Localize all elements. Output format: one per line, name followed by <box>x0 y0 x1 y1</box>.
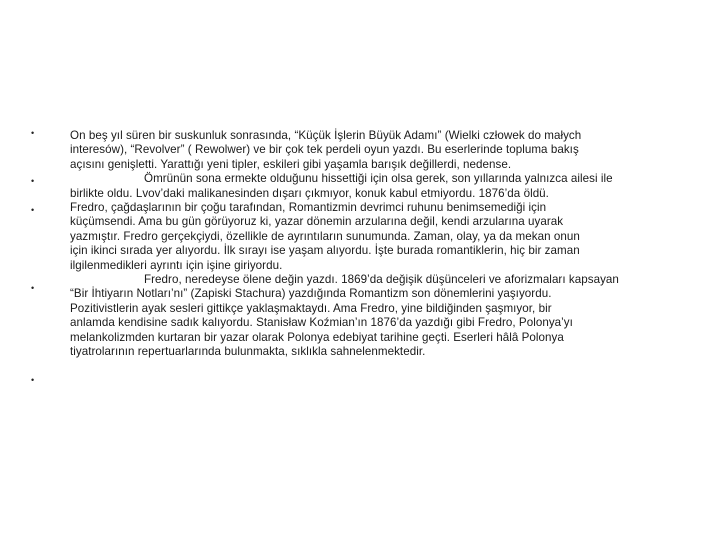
paragraph <box>70 129 670 172</box>
paragraph <box>70 201 670 273</box>
text-line: tiyatrolarının repertuarlarında bulunmakta, sıklıkla sahnelenmektedir. <box>70 345 426 359</box>
bullet-1 <box>31 129 37 135</box>
body-text <box>70 129 670 360</box>
bullet-3 <box>31 206 37 212</box>
text-line: açısını genişletti. Yarattığı yeni tipler, eskileri gibi yaşamla barışık değillerdi, nedense. <box>70 157 512 171</box>
paragraph <box>70 172 670 201</box>
text-line: ilgilenmedikleri ayrıntı için işine giriyordu. <box>70 258 283 272</box>
text-line: Fredro, neredeyse ölene değin yazdı. 1869’da değişik düşünceleri ve aforizmaları kapsayan <box>144 273 619 287</box>
text-line: anlamda kendisine sadık kalıyordu. Stanisław Koźmian’ın 1876’da yazdığı gibi Fredro, Polonya’yı <box>70 316 573 330</box>
text-line: için ikinci sırada yer alıyordu. İlk sırayı ise yaşam alıyordu. İşte burada romantiklerin, hiç bir zaman <box>70 244 580 258</box>
text-line: Pozitivistlerin ayak sesleri gittikçe yaklaşmaktaydı. Ama Fredro, yine bildiğinden şaşmıyor, bir <box>70 301 552 315</box>
paragraph <box>70 273 670 359</box>
text-line: interesów), “Revolver” ( Rewolwer) ve bir çok tek perdeli oyun yazdı. Bu eserlerinde topluma bakış <box>70 143 579 157</box>
text-line: “Bir İhtiyarın Notları’nı” (Zapiski Stachura) yazdığında Romantizm son dönemlerini yaşıyordu. <box>70 287 552 301</box>
text-line: melankolizmden kurtaran bir yazar olarak Polonya edebiyat tarihine geçti. Eserleri hâlâ Polonya <box>70 330 564 344</box>
bullet-5 <box>31 376 37 382</box>
text-line: On beş yıl süren bir suskunluk sonrasında, “Küçük İşlerin Büyük Adamı” (Wielki człowek do małych <box>70 129 582 142</box>
text-line: küçümsendi. Ama bu gün görüyoruz ki, yazar dönemin arzularına değil, kendi arzularına uyarak <box>70 215 564 229</box>
bullet-2 <box>31 177 37 183</box>
text-line: Ömrünün sona ermekte olduğunu hissettiği için olsa gerek, son yıllarında yalnızca ailesi ile <box>144 172 613 186</box>
text-line: Fredro, çağdaşlarının bir çoğu tarafından, Romantizmin devrimci ruhunu benimsemediği için <box>70 201 547 215</box>
text-line: birlikte oldu. Lvov’daki malikanesinden dışarı çıkmıyor, konuk kabul etmiyordu. 1876’da öldü. <box>70 186 549 200</box>
text-line: yazmıştır. Fredro gerçekçiydi, özellikle de ayrıntıların sunumunda. Zaman, olay, ya da mekan onun <box>70 229 580 243</box>
bullet-4 <box>31 284 37 290</box>
